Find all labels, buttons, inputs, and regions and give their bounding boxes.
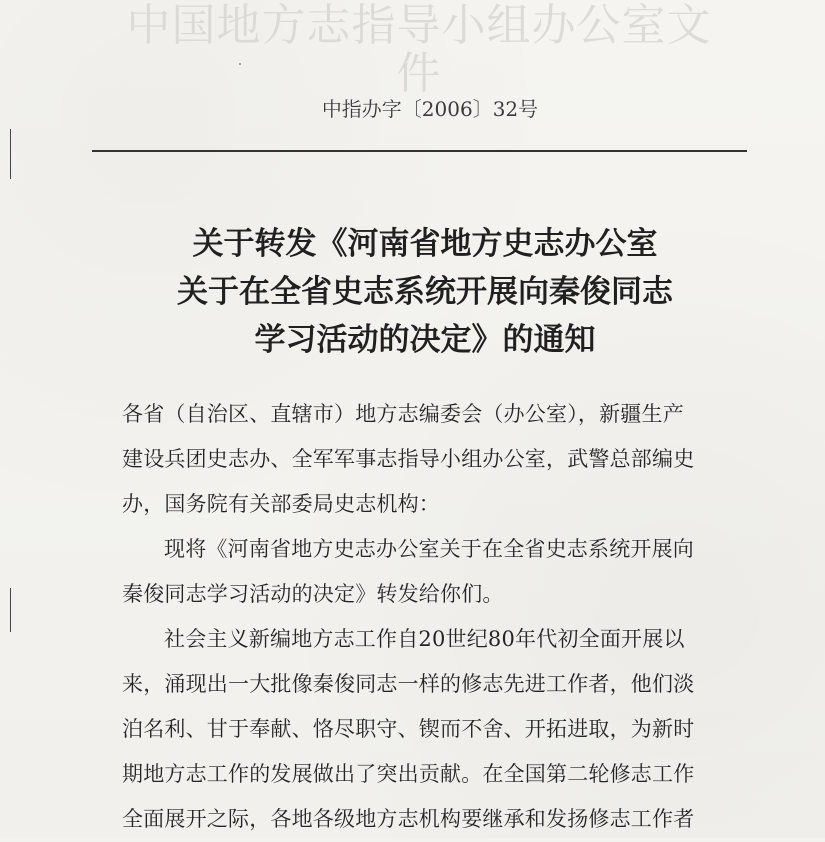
recipients-line-1: 各省（自治区、直辖市）地方志编委会（办公室），新疆生产: [122, 402, 684, 426]
margin-mark-middle: [10, 588, 11, 632]
title-line-2: 关于在全省史志系统开展向秦俊同志: [177, 274, 673, 310]
notice-title: [145, 220, 705, 364]
recipients-line-2: 建设兵团史志办、全军军事志指导小组办公室，武警总部编史: [122, 447, 695, 471]
background-line-5: 全面展开之际，各地各级地方志机构要继承和发扬修志工作者: [122, 807, 695, 831]
forwarding-line-2: 秦俊同志学习活动的决定》转发给你们。: [122, 582, 504, 606]
document-body: [122, 392, 748, 842]
margin-mark-top: [10, 129, 11, 179]
recipients-line-3: 办，国务院有关部委局史志机构：: [122, 492, 440, 516]
title-line-1: 关于转发《河南省地方史志办公室: [192, 226, 658, 262]
recipients-paragraph: [122, 392, 748, 527]
background-paragraph: [122, 617, 748, 842]
document-number: 中指办字〔2006〕32号: [321, 97, 539, 121]
forwarding-paragraph: [122, 527, 748, 617]
title-line-3: 学习活动的决定》的通知: [254, 322, 596, 358]
background-line-4: 期地方志工作的发展做出了突出贡献。在全国第二轮修志工作: [122, 762, 695, 786]
paper-speck: [239, 63, 241, 65]
header-divider: [92, 150, 747, 152]
document-header-title: 中国地方志指导小组办公室文件: [126, 0, 712, 99]
background-line-2: 来，涌现出一大批像秦俊同志一样的修志先进工作者，他们淡: [122, 672, 695, 696]
background-line-1: 社会主义新编地方志工作自20世纪80年代初全面开展以: [164, 627, 685, 651]
forwarding-line-1: 现将《河南省地方史志办公室关于在全省史志系统开展向: [164, 537, 694, 561]
background-line-3: 泊名利、甘于奉献、恪尽职守、锲而不舍、开拓进取，为新时: [122, 717, 695, 741]
